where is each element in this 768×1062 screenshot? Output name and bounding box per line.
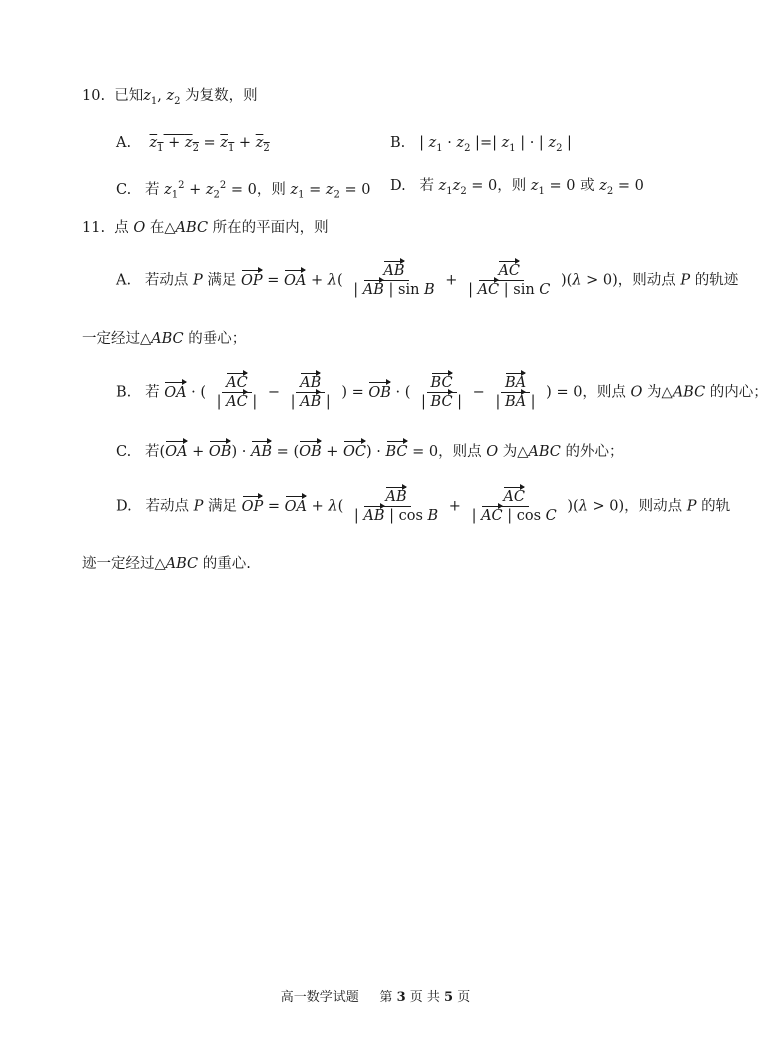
q11-option-a: A. 若动点 P 满足 OP = OA + λ( $\frac{AB}{\text{| AB | sin B}}$ + $\frac{AC}{\text{| AC | sin C}}$ )(λ > 0)，则动点 P 的轨迹 (116, 263, 739, 298)
q10-option-c: C. 若 $z_1^2 + z_2^2 = 0$，则 $z_1 = z_2 = 0$ (116, 180, 371, 201)
q10-stem: 10. 已知$z_1$, $z_2$ 为复数，则 (82, 88, 258, 107)
q10-option-a: A. $z_1 + z_2 = z_1 + z_2$ (116, 135, 270, 154)
q11-stem: 11. 点 O 在△ABC 所在的平面内，则 (82, 220, 329, 236)
q11-option-d-cont: 迹一定经过△ABC 的重心. (82, 556, 251, 572)
q11-option-b: B. 若 OA · ( $\frac{AC}{| AC |}$ − $\frac{AB}{| AB |}$ ) = OB · ( $\frac{BC}{| BC |}$ − $\frac{BA}{| BA |}$ ) = 0，则点 O 为△ABC 的内心； (116, 375, 768, 410)
q11-option-d: D. 若动点 P 满足 OP = OA + λ( $\frac{AB}{\text{| AB | cos B}}$ + $\frac{AC}{\text{| AC | cos C}}$ )(λ > 0)，则动点 P 的轨 (116, 489, 731, 524)
q10-option-b: B. | $z_1 \cdot z_2$ |=| $z_1$ | · | $z_2$ | (390, 135, 572, 154)
page-footer: 高一数学试题 第 3 页 共 5 页 (280, 990, 471, 1005)
q10-option-d: D. 若 $z_1z_2 = 0$，则 $z_1 = 0$ 或 $z_2 = 0$ (390, 178, 644, 197)
q11-option-c: C. 若(OA + OB) · AB = (OB + OC) · BC = 0，则点 O 为△ABC 的外心； (116, 444, 624, 460)
q11-option-a-cont: 一定经过△ABC 的垂心； (82, 331, 247, 347)
